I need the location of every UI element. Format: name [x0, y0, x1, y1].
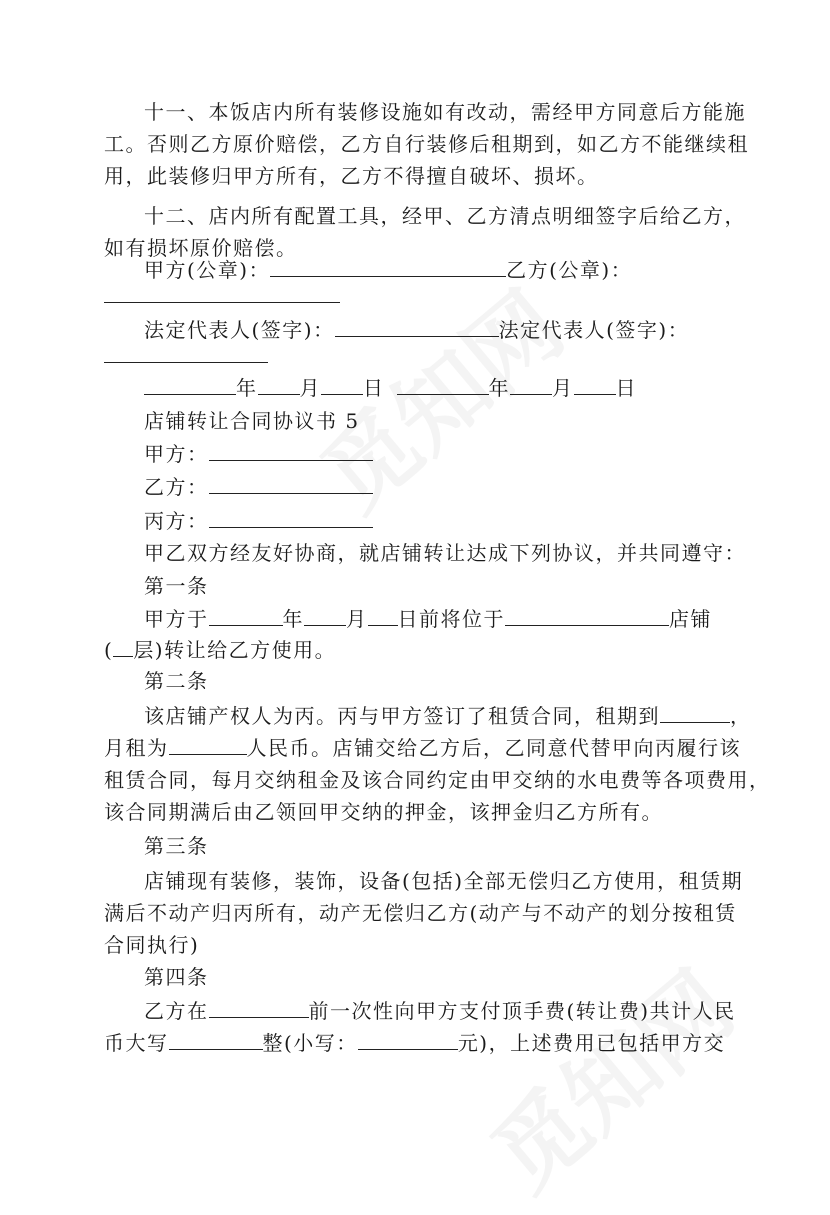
- art2-text-b: ，: [730, 704, 752, 728]
- art2-heading: 第二条: [144, 669, 209, 693]
- art4-text-a: 乙方在: [144, 999, 209, 1023]
- party-b-line: [144, 471, 373, 503]
- date-b-month-label: 月: [552, 376, 574, 400]
- party-b-label: 乙方：: [144, 475, 209, 499]
- art3-line2: 满后不动产归丙所有，动产无偿归乙方(动产与不动产的划分按租赁: [104, 901, 737, 925]
- date-b-month-blank[interactable]: [510, 376, 552, 395]
- art4-heading: 第四条: [144, 965, 209, 989]
- art2-text-c: 月租为: [104, 736, 169, 760]
- art3-line3: 合同执行): [104, 933, 200, 957]
- rep-line-cont: [104, 340, 268, 372]
- date-b-year-label: 年: [488, 376, 510, 400]
- party-a-seal-label: 甲方(公章)：: [144, 258, 271, 282]
- art3-heading: 第三条: [144, 834, 209, 858]
- art2-text-a: 该店铺产权人为丙。丙与甲方签订了租赁合同，租期到: [144, 704, 660, 728]
- date-a-month-blank[interactable]: [258, 376, 300, 395]
- art1-text-e: 店铺: [669, 607, 712, 631]
- art1-text-f: (: [104, 638, 114, 662]
- art4-amount-figure-blank[interactable]: [358, 1031, 458, 1050]
- clause12-line2: 如有损坏原价赔偿。: [104, 236, 298, 260]
- art2-line4: 该合同期满后由乙领回甲交纳的押金，该押金归乙方所有。: [104, 800, 663, 824]
- art4-text-d: 整(小写：: [262, 1031, 358, 1055]
- art1-line1: [144, 603, 712, 635]
- party-a-blank[interactable]: [209, 442, 373, 461]
- art2-line2: [104, 732, 741, 764]
- art1-text-d: 日前将位于: [397, 607, 505, 631]
- date-a-day-blank[interactable]: [321, 376, 363, 395]
- date-a-year-blank[interactable]: [144, 376, 236, 395]
- intro-line: 甲乙双方经友好协商，就店铺转让达成下列协议，并共同遵守：: [144, 541, 746, 565]
- rep-a-blank[interactable]: [335, 318, 499, 337]
- rep-a-label: 法定代表人(签字)：: [144, 318, 335, 342]
- art3-line1: 店铺现有装修，装饰，设备(包括)全部无偿归乙方使用，租赁期: [144, 869, 744, 893]
- art4-amount-words-blank[interactable]: [169, 1031, 263, 1050]
- party-a-label: 甲方：: [144, 442, 209, 466]
- party-a-seal-blank[interactable]: [270, 258, 506, 277]
- date-b-day-label: 日: [615, 376, 637, 400]
- art4-date-blank[interactable]: [209, 999, 309, 1018]
- party-b-blank[interactable]: [209, 475, 373, 494]
- art2-term-blank[interactable]: [660, 704, 730, 723]
- art4-line1: [144, 995, 736, 1027]
- party-b-seal-blank[interactable]: [104, 284, 340, 303]
- date-b-day-blank[interactable]: [574, 376, 616, 395]
- art4-text-e: 元)，上述费用已包括甲方交: [457, 1031, 726, 1055]
- date-line: [144, 372, 637, 404]
- art1-text-g: 层)转让给乙方使用。: [133, 638, 337, 662]
- clause12-line1: 十二、店内所有配置工具，经甲、乙方清点明细签字后给乙方，: [144, 204, 746, 228]
- rep-b-blank[interactable]: [104, 344, 268, 363]
- art1-day-blank[interactable]: [368, 607, 398, 626]
- art2-rent-blank[interactable]: [169, 736, 247, 755]
- art4-text-b: 前一次性向甲方支付顶手费(转让费)共计人民: [308, 999, 736, 1023]
- party-c-blank[interactable]: [209, 509, 373, 528]
- party-a-line: [144, 438, 373, 470]
- art1-month-blank[interactable]: [304, 607, 346, 626]
- date-a-year-label: 年: [236, 376, 258, 400]
- rep-b-label: 法定代表人(签字)：: [498, 318, 690, 342]
- art1-text-c: 月: [346, 607, 368, 631]
- art4-line2: [104, 1027, 725, 1059]
- clause11-line3: 用，此装修归甲方所有，乙方不得擅自破坏、损坏。: [104, 164, 599, 188]
- party-c-line: [144, 505, 373, 537]
- watermark-lower: [457, 937, 756, 1215]
- art1-text-a: 甲方于: [144, 607, 209, 631]
- date-a-day-label: 日: [363, 376, 385, 400]
- contract5-title: 店铺转让合同协议书 5: [144, 409, 360, 433]
- art1-year-blank[interactable]: [209, 607, 283, 626]
- art2-text-d: 人民币。店铺交给乙方后，乙同意代替甲向丙履行该: [246, 736, 741, 760]
- art4-text-c: 币大写: [104, 1031, 169, 1055]
- date-a-month-label: 月: [299, 376, 321, 400]
- art2-line1: [144, 700, 752, 732]
- art1-heading: 第一条: [144, 574, 209, 598]
- art2-line3: 租赁合同，每月交纳租金及该合同约定由甲交纳的水电费等各项费用，: [104, 768, 771, 792]
- date-b-year-blank[interactable]: [397, 376, 489, 395]
- art1-floor-blank[interactable]: [113, 638, 133, 657]
- clause11-line1: 十一、本饭店内所有装修设施如有改动，需经甲方同意后方能施: [144, 100, 746, 124]
- clause11-line2: 工。否则乙方原价赔偿，乙方自行装修后租期到，如乙方不能继续租: [104, 132, 749, 156]
- seal-line-cont: [104, 280, 340, 312]
- art1-line2: [104, 634, 336, 666]
- party-b-seal-label: 乙方(公章)：: [506, 258, 633, 282]
- party-c-label: 丙方：: [144, 509, 209, 533]
- art1-text-b: 年: [282, 607, 304, 631]
- art1-location-blank[interactable]: [505, 607, 669, 626]
